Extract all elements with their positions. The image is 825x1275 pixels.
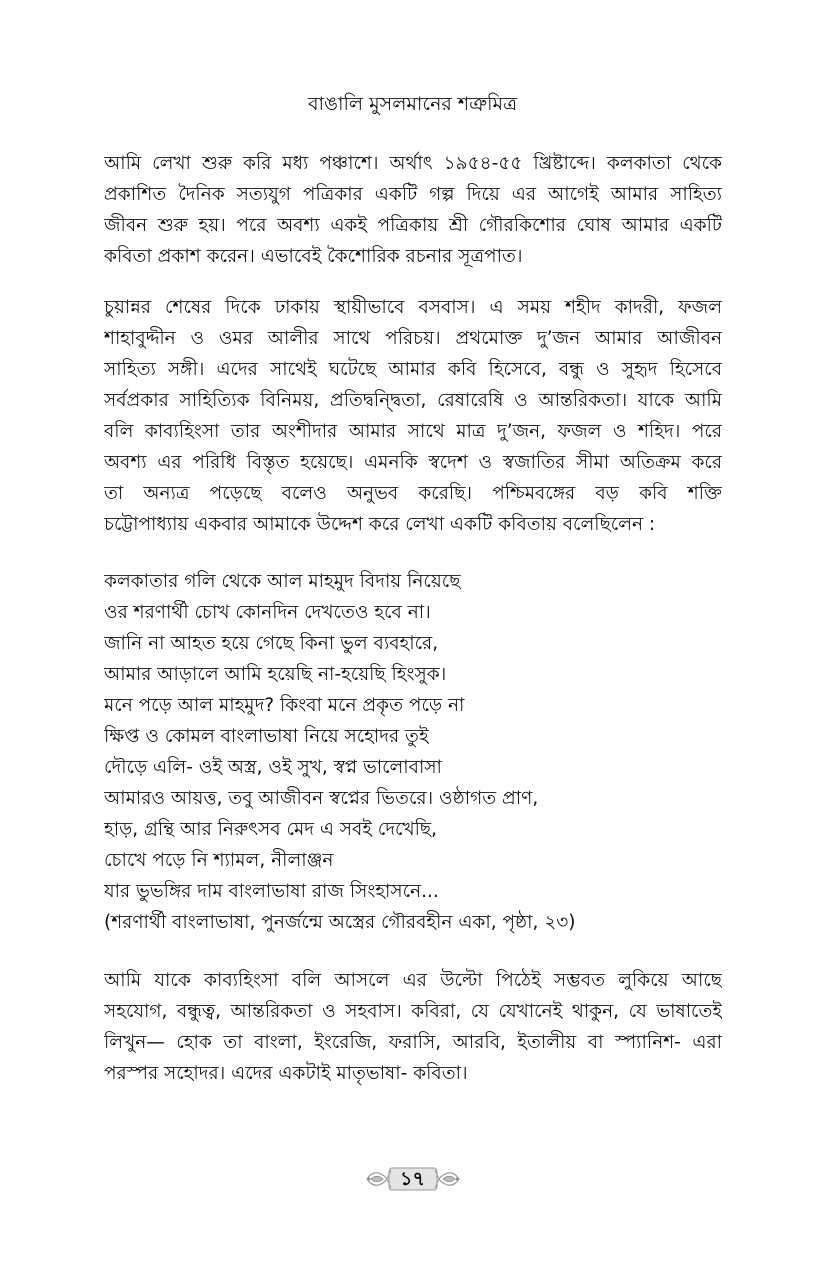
poem-line: আমারও আয়ত্ত, তবু আজীবন স্বপ্নের ভিতরে। ওষ্ঠাগত প্রাণ, bbox=[104, 788, 539, 809]
poem-line: জানি না আহত হয়ে গেছে কিনা ভুল ব্যবহারে, bbox=[104, 633, 439, 654]
paragraph-line: লিখুন— হোক তা বাংলা, ইংরেজি, ফরাসি, আরবি, ইতালীয় বা স্প্যানিশ- এরা bbox=[104, 1032, 722, 1053]
page-number: ১৭ bbox=[400, 1168, 425, 1190]
page-number-ornament bbox=[365, 1164, 461, 1194]
poem-line: ক্ষিপ্ত ও কোমল বাংলাভাষা নিয়ে সহোদর তুই bbox=[104, 726, 429, 747]
paragraph-line: অবশ্য এর পরিধি বিস্তৃত হয়েছে। এমনকি স্বদেশ ও স্বজাতির সীমা অতিক্রম করে bbox=[104, 452, 722, 473]
paragraph-2 bbox=[104, 292, 722, 540]
paragraph-line: সাহিত্য সঙ্গী। এদের সাথেই ঘটেছে আমার কবি হিসেবে, বন্ধু ও সুহৃদ হিসেবে bbox=[104, 359, 722, 380]
poem-citation: (শরণার্থী বাংলাভাষা, পুনর্জন্মে অস্ত্রের গৌরবহীন একা, পৃষ্ঠা, ২৩) bbox=[104, 912, 576, 933]
poem-line: আমার আড়ালে আমি হয়েছি না-হয়েছি হিংসুক। bbox=[104, 664, 447, 685]
poem-line: যার ভুভঙ্গির দাম বাংলাভাষা রাজ সিংহাসনে... bbox=[104, 881, 439, 902]
running-head: বাঙালি মুসলমানের শত্রুমিত্র bbox=[307, 93, 518, 115]
paragraph-line: সহযোগ, বন্ধুত্ব, আন্তরিকতা ও সহবাস। কবিরা, যে যেখানেই থাকুন, যে ভাষাতেই bbox=[104, 1001, 722, 1022]
paragraph-line: জীবন শুরু হয়। পরে অবশ্য একই পত্রিকায় শ্রী গৌরকিশোর ঘোষ আমার একটি bbox=[104, 215, 722, 236]
paragraph-line: আমি লেখা শুরু করি মধ্য পঞ্চাশে। অর্থাৎ ১৯৫৪-৫৫ খ্রিষ্টাব্দে। কলকাতা থেকে bbox=[104, 153, 722, 174]
paragraph-line: শাহাবুদ্দীন ও ওমর আলীর সাথে পরিচয়। প্রথমোক্ত দু’জন আমার আজীবন bbox=[104, 328, 722, 349]
paragraph-line: চুয়ান্নর শেষের দিকে ঢাকায় স্থায়ীভাবে বসবাস। এ সময় শহীদ কাদরী, ফজল bbox=[104, 297, 722, 318]
paragraph-line: তা অন্যত্র পড়েছে বলেও অনুভব করেছি। পশ্চিমবঙ্গের বড় কবি শক্তি bbox=[104, 483, 722, 504]
paragraph-line: চট্টোপাধ্যায় একবার আমাকে উদ্দেশ করে লেখা একটি কবিতায় বলেছিলেন : bbox=[104, 514, 656, 535]
paragraph-3 bbox=[104, 965, 722, 1089]
paragraph-line: পরস্পর সহোদর। এদের একটাই মাতৃভাষা- কবিতা। bbox=[104, 1063, 468, 1084]
paragraph-line: আমি যাকে কাব্যহিংসা বলি আসলে এর উল্টো পিঠেই সম্ভবত লুকিয়ে আছে bbox=[104, 970, 722, 991]
quoted-poem bbox=[104, 566, 722, 938]
paragraph-line: সর্বপ্রকার সাহিত্যিক বিনিময়, প্রতিদ্বন্দ্বিতা, রেষারেষি ও আন্তরিকতা। যাকে আমি bbox=[104, 390, 722, 411]
poem-line: মনে পড়ে আল মাহমুদ? কিংবা মনে প্রকৃত পড়ে না bbox=[104, 695, 465, 716]
poem-line: চোখে পড়ে নি শ্যামল, নীলাঞ্জন bbox=[104, 850, 334, 871]
poem-line: দৌড়ে এলি- ওই অস্ত্র, ওই সুখ, স্বপ্ন ভালোবাসা bbox=[104, 757, 442, 778]
poem-line: হাড়, গ্রন্থি আর নিরুৎসব মেদ এ সবই দেখেছি, bbox=[104, 819, 437, 840]
paragraph-line: কবিতা প্রকাশ করেন। এভাবেই কৈশোরিক রচনার সূত্রপাত। bbox=[104, 246, 523, 267]
poem-line: কলকাতার গলি থেকে আল মাহমুদ বিদায় নিয়েছে bbox=[104, 571, 461, 592]
poem-line: ওর শরণার্থী চোখ কোনদিন দেখতেও হবে না। bbox=[104, 602, 431, 623]
paragraph-line: বলি কাব্যহিংসা তার অংশীদার আমার সাথে মাত্র দু’জন, ফজল ও শহিদ। পরে bbox=[104, 421, 722, 442]
page-footer bbox=[0, 1162, 825, 1196]
paragraph-line: প্রকাশিত দৈনিক সত্যযুগ পত্রিকার একটি গল্প দিয়ে এর আগেই আমার সাহিত্য bbox=[104, 184, 722, 205]
paragraph-1 bbox=[104, 148, 722, 272]
